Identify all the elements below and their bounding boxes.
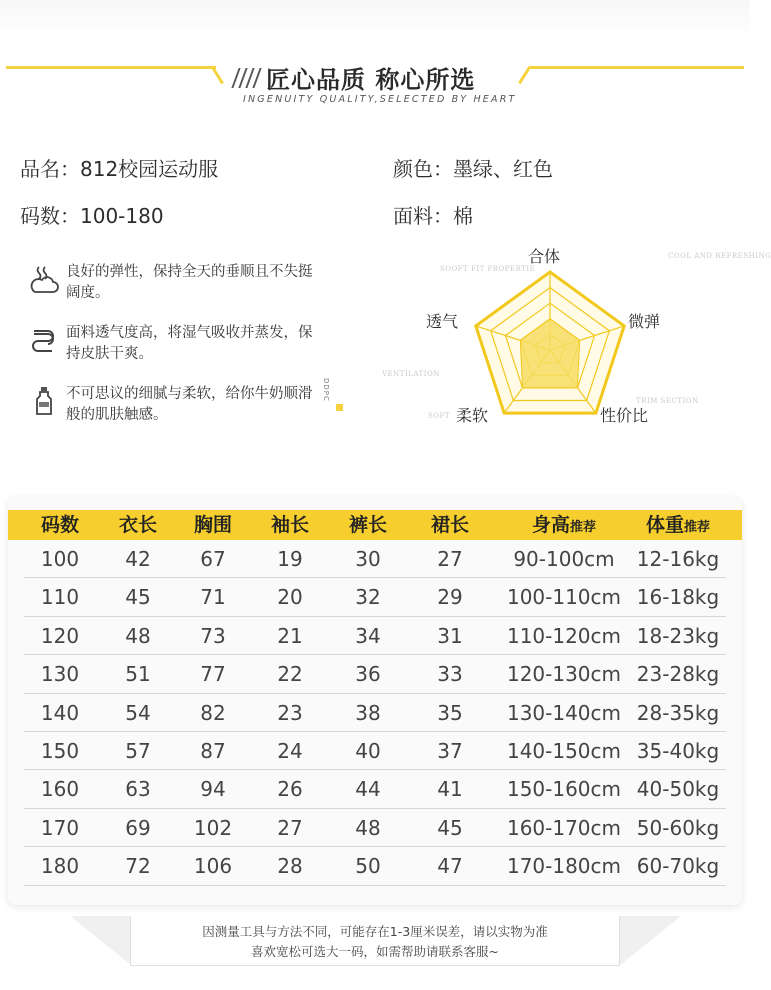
cell-sleeve: 27 [277, 815, 303, 840]
cell-sleeve: 19 [277, 547, 303, 571]
cell-sleeve: 21 [277, 623, 303, 648]
cell-length: 69 [125, 815, 151, 840]
cell-length: 63 [125, 777, 151, 802]
cell-weight: 12-16kg [636, 547, 720, 571]
cell-skirt: 35 [437, 700, 463, 725]
table-row [24, 655, 726, 693]
cell-size: 110 [40, 585, 80, 610]
table-row [24, 809, 726, 847]
cell-height: 100-110cm [506, 585, 622, 610]
product-fabric-value: 棉 [453, 204, 473, 228]
product-fabric [393, 200, 473, 229]
cell-pants: 32 [355, 585, 381, 610]
breathable-loop-icon [30, 325, 58, 355]
cell-size: 120 [40, 623, 80, 648]
cell-height: 120-130cm [506, 662, 622, 687]
header-pants-label: 裤长 [348, 514, 387, 536]
cell-length: 72 [125, 854, 151, 879]
cell-pants: 40 [355, 738, 381, 763]
radar-label-elastic: 微弹 [628, 312, 661, 331]
product-size-value: 100-180 [80, 204, 164, 228]
cell-sleeve: 28 [277, 854, 303, 879]
cell-chest: 87 [200, 738, 226, 763]
cell-length: 54 [125, 700, 151, 725]
cell-pants: 48 [355, 815, 381, 840]
radar-ghost-elastic: COOL AND REFRESHING [668, 252, 771, 260]
cell-weight: 35-40kg [636, 738, 720, 763]
page-title: 匠心品质 称心所选 [266, 66, 476, 94]
header-pants [338, 510, 398, 540]
feature-softness-text: 不可思议的细腻与柔软，给你牛奶顺滑般的肌肤触感。 [66, 386, 313, 423]
milk-bottle-icon [30, 386, 58, 416]
cell-skirt: 31 [437, 623, 463, 648]
cell-skirt: 27 [437, 547, 463, 571]
page-header [0, 44, 750, 114]
top-fade [0, 0, 750, 38]
cell-length: 45 [125, 585, 151, 610]
radar-label-breathable: 透气 [426, 312, 459, 331]
cell-height: 90-100cm [513, 547, 615, 571]
product-name-value: 812校园运动服 [80, 157, 219, 181]
table-row [24, 847, 726, 885]
cell-height: 130-140cm [506, 700, 622, 725]
cell-weight: 18-23kg [636, 623, 720, 648]
cell-chest: 71 [200, 585, 226, 610]
product-color-value: 墨绿、红色 [453, 157, 553, 181]
table-row [24, 578, 726, 616]
product-name [20, 153, 218, 182]
footer-note-line1: 因测量工具与方法不同，可能存在1-3厘米误差，请以实物为准 [202, 924, 548, 939]
ddpc-mark [336, 404, 343, 411]
footer-note-line2: 喜欢宽松可选大一码，如需帮助请联系客服~ [251, 944, 499, 959]
header-weight [628, 510, 728, 540]
product-name-label: 品名： [20, 157, 80, 181]
radar-ghost-breathable: VENTILATION [382, 370, 440, 378]
cell-length: 48 [125, 623, 151, 648]
cell-height: 110-120cm [506, 623, 622, 648]
cell-weight: 28-35kg [636, 700, 720, 725]
cell-pants: 30 [355, 547, 381, 571]
header-weight-label: 体重 [645, 514, 684, 536]
product-color-label: 颜色： [393, 157, 453, 181]
feature-elasticity-text: 良好的弹性，保持全天的垂顺且不失挺阔度。 [66, 264, 313, 301]
cell-length: 57 [125, 738, 151, 763]
cell-chest: 94 [200, 777, 226, 802]
cell-sleeve: 24 [277, 738, 303, 763]
header-line-right [530, 66, 744, 69]
cell-weight: 23-28kg [636, 662, 720, 687]
table-row [24, 732, 726, 770]
cell-height: 150-160cm [506, 777, 622, 802]
cell-skirt: 47 [437, 854, 463, 879]
cell-size: 170 [40, 815, 80, 840]
product-size-label: 码数： [20, 204, 80, 228]
cell-size: 100 [40, 547, 80, 571]
radar-label-soft: 柔软 [456, 406, 489, 425]
cell-chest: 82 [200, 700, 226, 725]
radar-ghost-value: TRIM SECTION [636, 397, 699, 405]
header-height-label: 身高 [531, 514, 570, 536]
cell-skirt: 33 [437, 662, 463, 687]
cell-weight: 60-70kg [636, 854, 720, 879]
cell-sleeve: 23 [277, 700, 303, 725]
cell-weight: 50-60kg [636, 815, 720, 840]
header-size-label: 码数 [40, 514, 79, 536]
header-chest [178, 510, 248, 540]
cell-sleeve: 26 [277, 777, 303, 802]
header-line-bend-left [211, 66, 224, 85]
cell-height: 140-150cm [506, 738, 622, 763]
product-fabric-label: 面料： [393, 204, 453, 228]
cell-size: 160 [40, 777, 80, 802]
page-subtitle: INGENUITY QUALITY,SELECTED BY HEART [243, 94, 517, 105]
cell-pants: 34 [355, 623, 381, 648]
cell-chest: 102 [193, 815, 233, 840]
header-chest-label: 胸围 [193, 514, 232, 536]
cell-weight: 40-50kg [636, 777, 720, 802]
feature-breathable-text: 面料透气度高，将湿气吸收并蒸发，保持皮肤干爽。 [66, 325, 313, 362]
cell-pants: 44 [355, 777, 381, 802]
radar-label-value: 性价比 [600, 406, 649, 425]
cell-height: 170-180cm [506, 854, 622, 879]
header-line-left [6, 66, 216, 69]
header-sleeve-label: 袖长 [270, 514, 309, 536]
radar-ghost-fit: SOOFT FIT PROPERTIE [440, 265, 536, 273]
cell-size: 180 [40, 854, 80, 879]
cell-size: 140 [40, 700, 80, 725]
table-row [24, 617, 726, 655]
table-row [24, 694, 726, 732]
cell-chest: 67 [200, 547, 226, 571]
cell-length: 51 [125, 662, 151, 687]
header-skirt-label: 裙长 [430, 514, 469, 536]
header-height-suffix: 推荐 [570, 520, 597, 535]
cell-size: 130 [40, 662, 80, 687]
cell-chest: 106 [193, 854, 233, 879]
cell-weight: 16-18kg [636, 585, 720, 610]
table-row [24, 540, 726, 578]
header-size [34, 510, 86, 540]
header-skirt [420, 510, 480, 540]
header-length-label: 衣长 [118, 514, 157, 536]
cell-skirt: 29 [437, 585, 463, 610]
product-color [393, 153, 553, 182]
radar-label-fit: 合体 [528, 247, 561, 266]
cell-pants: 50 [355, 854, 381, 879]
product-size-range [20, 200, 164, 229]
header-length [108, 510, 168, 540]
ddpc-watermark: DDPC [322, 378, 330, 402]
cell-sleeve: 20 [277, 585, 303, 610]
header-height [504, 510, 624, 540]
cell-skirt: 45 [437, 815, 463, 840]
cell-size: 150 [40, 738, 80, 763]
cell-sleeve: 22 [277, 662, 303, 687]
size-table-header [8, 510, 742, 540]
cell-chest: 77 [200, 662, 226, 687]
cell-chest: 73 [200, 623, 226, 648]
elastic-wave-icon [30, 264, 58, 294]
cell-skirt: 41 [437, 777, 463, 802]
table-row [24, 770, 726, 808]
cell-length: 42 [125, 547, 151, 571]
cell-height: 160-170cm [506, 815, 622, 840]
header-weight-suffix: 推荐 [684, 520, 711, 535]
cell-skirt: 37 [437, 738, 463, 763]
slash-decoration-icon [233, 68, 261, 90]
radar-ghost-soft: SOFT [428, 412, 451, 420]
cell-pants: 38 [355, 700, 381, 725]
header-sleeve [260, 510, 320, 540]
size-table-body [8, 540, 742, 886]
cell-pants: 36 [355, 662, 381, 687]
